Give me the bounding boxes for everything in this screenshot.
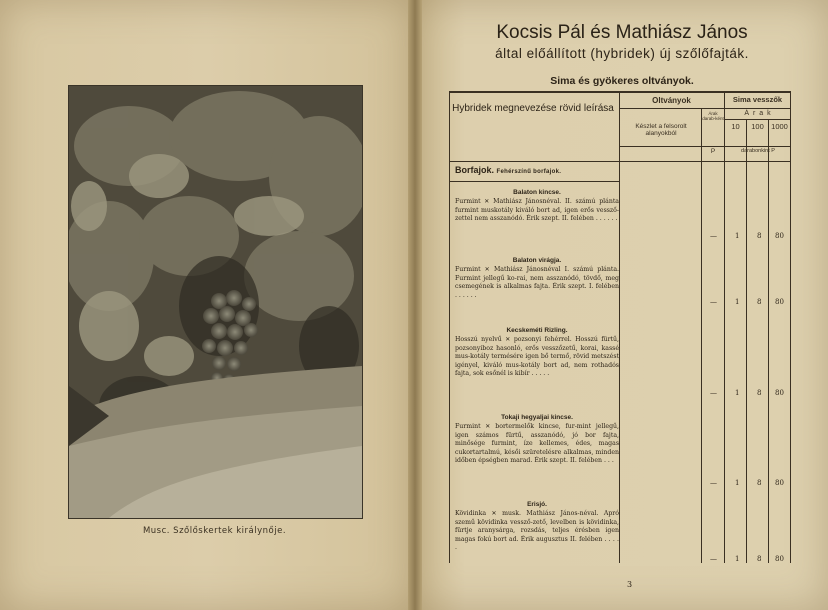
price-f: — bbox=[710, 555, 717, 563]
price-100: 8 bbox=[757, 298, 762, 306]
photo-caption: Musc. Szőlőskertek királynője. bbox=[142, 526, 287, 536]
entry-description: Furmint ✕ bortermelők kincse, fur-mint jellegű, igen számos fürtű, asszanódó, jó bor fajta, minősége furmint, íze kellemes, édes, magas cukortartalmú, késői szüretelésre alkalmas, minden időben épségben marad. Érik szept. II. felében . . . bbox=[455, 423, 619, 465]
price-10: 1 bbox=[735, 555, 740, 563]
column-header-f: P bbox=[710, 148, 716, 155]
table-row bbox=[707, 479, 791, 488]
entry-name: Kecskeméti Rizling. bbox=[506, 327, 568, 334]
list-item bbox=[455, 257, 619, 300]
entry-name: Balaton virágja. bbox=[512, 257, 562, 264]
page-number: 3 bbox=[627, 580, 633, 589]
price-1000: 80 bbox=[775, 389, 784, 397]
section-title bbox=[455, 165, 561, 175]
book-gutter bbox=[408, 0, 422, 610]
entry-name: Erisjó. bbox=[527, 501, 547, 508]
price-f: — bbox=[710, 298, 717, 306]
qty-header-10: 10 bbox=[731, 122, 740, 131]
entry-description: Kövidinka ✕ musk. Mathiász János-néval. Apró szemű kövidinka vessző-zető, levelben is kövidinka, fürtje aranysárga, rozsdás, teljes érésben igen magas fokú bort ad. Érik augusztus II. felében . . . . . bbox=[455, 510, 619, 552]
table-heading: Sima és gyökeres oltványok. bbox=[550, 75, 694, 87]
column-header-keszlet: Készlet a felsorolt alanyokból bbox=[635, 123, 687, 137]
table-row bbox=[707, 555, 791, 564]
table-row bbox=[707, 389, 791, 398]
column-header-arak: Á r a k bbox=[744, 110, 772, 117]
price-10: 1 bbox=[735, 479, 740, 487]
price-10: 1 bbox=[735, 232, 740, 240]
entry-name: Tokaji hegyaljai kincse. bbox=[501, 414, 573, 421]
column-header-oltvanyok: Oltványok bbox=[652, 96, 691, 105]
table-row bbox=[707, 298, 791, 307]
price-100: 8 bbox=[757, 555, 762, 563]
price-100: 8 bbox=[757, 232, 762, 240]
price-1000: 80 bbox=[775, 232, 784, 240]
column-header-name: Hybridek megnevezése rövid leírása bbox=[452, 103, 614, 114]
price-100: 8 bbox=[757, 479, 762, 487]
qty-header-1000: 1000 bbox=[771, 122, 788, 131]
list-item bbox=[455, 189, 619, 224]
section-title-text: Borfajok. bbox=[455, 165, 495, 175]
list-item bbox=[455, 501, 619, 553]
column-header-sima: Sima vesszők bbox=[732, 95, 783, 104]
price-f: — bbox=[710, 479, 717, 487]
list-item bbox=[455, 414, 619, 466]
price-1000: 80 bbox=[775, 298, 784, 306]
price-f: — bbox=[710, 389, 717, 397]
qty-header-100: 100 bbox=[751, 122, 764, 131]
price-10: 1 bbox=[735, 389, 740, 397]
price-1000: 80 bbox=[775, 479, 784, 487]
entry-description: Hosszú nyelvű ✕ pozsonyi fehérrel. Hosszú fürtű, pozsonyiboz hasonló, erős vesszőzetű, korai, kassé mus-kotály termésére igen bő termő, rövid metszést igényel, kiváló mus-kotály bort ad, nem rothadós fajta, sok esőnél is kibír . . . . . bbox=[455, 336, 619, 378]
price-f: — bbox=[710, 232, 717, 240]
price-10: 1 bbox=[735, 298, 740, 306]
column-header-arak-small: Árak darab-ként bbox=[702, 111, 724, 121]
currency-note: darabonkint P bbox=[741, 148, 775, 154]
entry-name: Balaton kincse. bbox=[513, 189, 561, 196]
table-row bbox=[707, 232, 791, 241]
entry-description: Furmint ✕ Mathiász Jánosnéval. II. számú plánta furmint muskotály kiváló bort ad, igen erős vessző-zettel nem asszanódó. Érik szept. II. felében . . . . . . bbox=[455, 198, 619, 223]
entry-description: Furmint ✕ Mathiász Jánosnéval I. számú plánta. Furmint jellegű ko-rai, nem asszanódó, tövdő, meg csemegének is alkalmas fajta. Érik szept. I. felében . . . . . . bbox=[455, 266, 619, 299]
price-table bbox=[449, 91, 791, 563]
price-1000: 80 bbox=[775, 555, 784, 563]
section-subtitle: Fehérszínű borfajok. bbox=[496, 169, 562, 175]
list-item bbox=[455, 327, 619, 379]
page-subtitle: által előállított (hybridek) új szőlőfajták. bbox=[495, 46, 749, 61]
price-100: 8 bbox=[757, 389, 762, 397]
grape-photo bbox=[68, 85, 363, 519]
page-title: Kocsis Pál és Mathiász János bbox=[496, 22, 748, 43]
